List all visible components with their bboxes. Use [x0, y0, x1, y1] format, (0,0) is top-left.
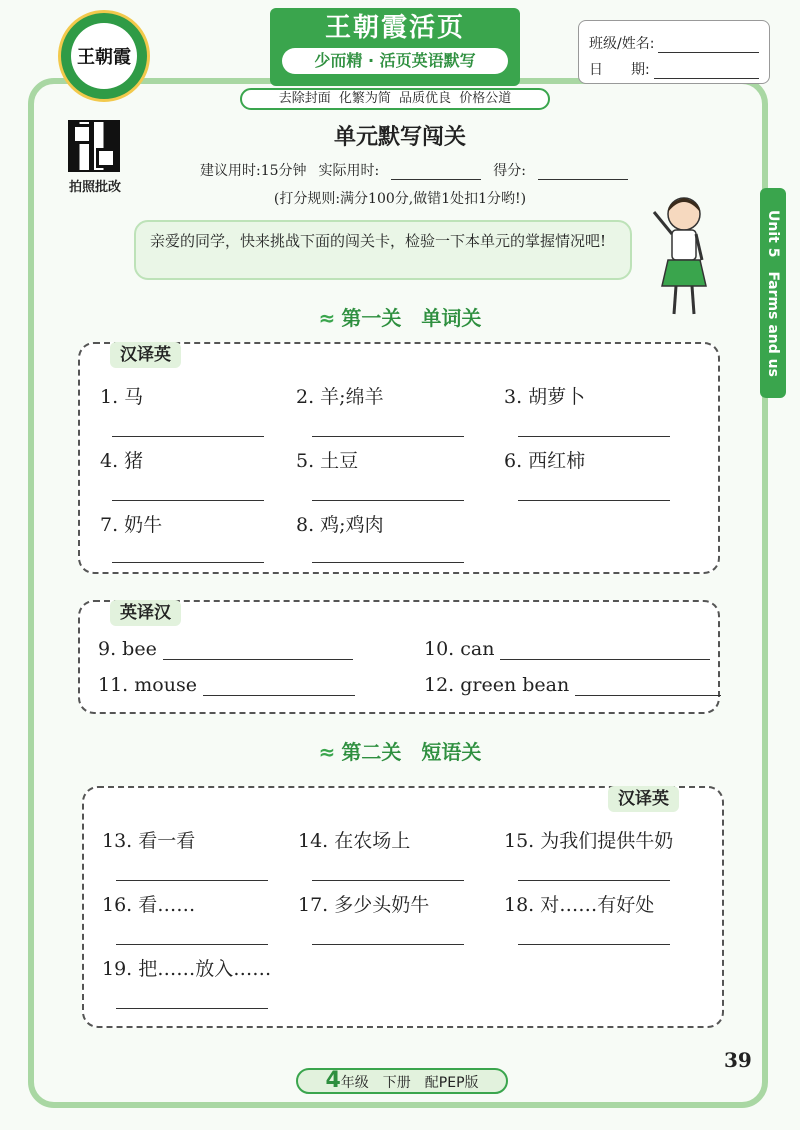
- part2-box: [78, 600, 720, 714]
- suggested-time: 建议用时:15分钟: [200, 163, 307, 179]
- banner-subtitle: 少而精 · 活页英语默写: [282, 48, 508, 74]
- section2-heading: [0, 736, 800, 765]
- word-item-5: 5. 土豆: [296, 450, 359, 472]
- section2-title: 第二关 短语关: [341, 740, 482, 764]
- header-banner: [270, 8, 520, 86]
- word-item-9: [98, 638, 353, 660]
- word-item-3: 3. 胡萝卜: [504, 386, 586, 408]
- section1-heading: [0, 302, 800, 331]
- answer-line-18[interactable]: [518, 944, 670, 945]
- part3-tag: 汉译英: [608, 786, 679, 812]
- class-name-blank[interactable]: [658, 37, 759, 53]
- word-item-12: [424, 674, 721, 696]
- answer-line-8[interactable]: [312, 562, 464, 563]
- banner-title: 王朝霞活页: [324, 13, 465, 43]
- answer-line-13[interactable]: [116, 880, 268, 881]
- girl-illustration-icon: [644, 190, 724, 320]
- phrase-item-19: 19. 把……放入……: [102, 958, 272, 980]
- word-item-6: 6. 西红柿: [504, 450, 586, 472]
- word-item-7: 7. 奶牛: [100, 514, 163, 536]
- score-blank[interactable]: [538, 166, 628, 180]
- part2-tag: 英译汉: [110, 600, 181, 626]
- phrase-item-16: 16. 看……: [102, 894, 196, 916]
- date-blank[interactable]: [654, 63, 759, 79]
- answer-line-14[interactable]: [312, 880, 464, 881]
- answer-line-17[interactable]: [312, 944, 464, 945]
- wave-icon: ≈: [318, 306, 336, 330]
- page-number: 39: [724, 1048, 752, 1072]
- grade-footer: [296, 1068, 508, 1094]
- class-name-label: 班级/姓名:: [589, 36, 655, 52]
- student-info-box: [578, 20, 770, 84]
- date-row: [589, 53, 759, 79]
- answer-line-19[interactable]: [116, 1008, 268, 1009]
- word-item-8: 8. 鸡;鸡肉: [296, 514, 384, 536]
- word-item-9-text: 9. bee: [98, 638, 157, 660]
- answer-line-3[interactable]: [518, 436, 670, 437]
- slogan: 去除封面 化繁为简 品质优良 价格公道: [240, 88, 550, 110]
- answer-line-16[interactable]: [116, 944, 268, 945]
- part3-box: [82, 786, 724, 1028]
- answer-line-10[interactable]: [500, 642, 710, 660]
- part1-tag: 汉译英: [110, 342, 181, 368]
- date-label: 日 期:: [589, 62, 650, 78]
- logo-text: 王朝霞: [71, 23, 137, 89]
- word-item-12-text: 12. green bean: [424, 674, 570, 696]
- word-item-11: [98, 674, 355, 696]
- phrase-item-13: 13. 看一看: [102, 830, 196, 852]
- phrase-item-15: 15. 为我们提供牛奶: [504, 830, 674, 852]
- page-title: 单元默写闯关: [333, 125, 466, 150]
- answer-line-4[interactable]: [112, 500, 264, 501]
- word-item-10: [424, 638, 710, 660]
- answer-line-7[interactable]: [112, 562, 264, 563]
- actual-time-blank[interactable]: [391, 166, 481, 180]
- phrase-item-17: 17. 多少头奶牛: [298, 894, 430, 916]
- actual-time-label: 实际用时:: [318, 163, 380, 179]
- phrase-item-18: 18. 对……有好处: [504, 894, 655, 916]
- answer-line-2[interactable]: [312, 436, 464, 437]
- answer-line-6[interactable]: [518, 500, 670, 501]
- score-label: 得分:: [493, 163, 526, 179]
- wave-icon: ≈: [318, 740, 336, 764]
- section1-title: 第一关 单词关: [341, 306, 482, 330]
- unit-side-tab: Unit 5 Farms and us: [760, 188, 786, 398]
- intro-speech-bubble: 亲爱的同学，快来挑战下面的闯关卡，检验一下本单元的掌握情况吧!: [134, 220, 632, 280]
- answer-line-15[interactable]: [518, 880, 670, 881]
- qr-label: 拍照批改: [68, 180, 121, 195]
- part1-box: [78, 342, 720, 574]
- grade-number: 4: [325, 1068, 341, 1093]
- grade-suffix: 年级 下册 配PEP版: [340, 1075, 479, 1091]
- answer-line-11[interactable]: [203, 678, 355, 696]
- word-item-1: 1. 马: [100, 386, 144, 408]
- phrase-item-14: 14. 在农场上: [298, 830, 411, 852]
- brand-logo: [58, 10, 150, 102]
- answer-line-1[interactable]: [112, 436, 264, 437]
- word-item-10-text: 10. can: [424, 638, 495, 660]
- answer-line-12[interactable]: [575, 678, 721, 696]
- word-item-4: 4. 猪: [100, 450, 144, 472]
- word-item-11-text: 11. mouse: [98, 674, 197, 696]
- word-item-2: 2. 羊;绵羊: [296, 386, 384, 408]
- class-name-row: [589, 27, 759, 53]
- scoring-rule: (打分规则:满分100分,做错1处扣1分哟!): [273, 191, 527, 207]
- answer-line-9[interactable]: [163, 642, 353, 660]
- time-score-row: [200, 160, 628, 180]
- answer-line-5[interactable]: [312, 500, 464, 501]
